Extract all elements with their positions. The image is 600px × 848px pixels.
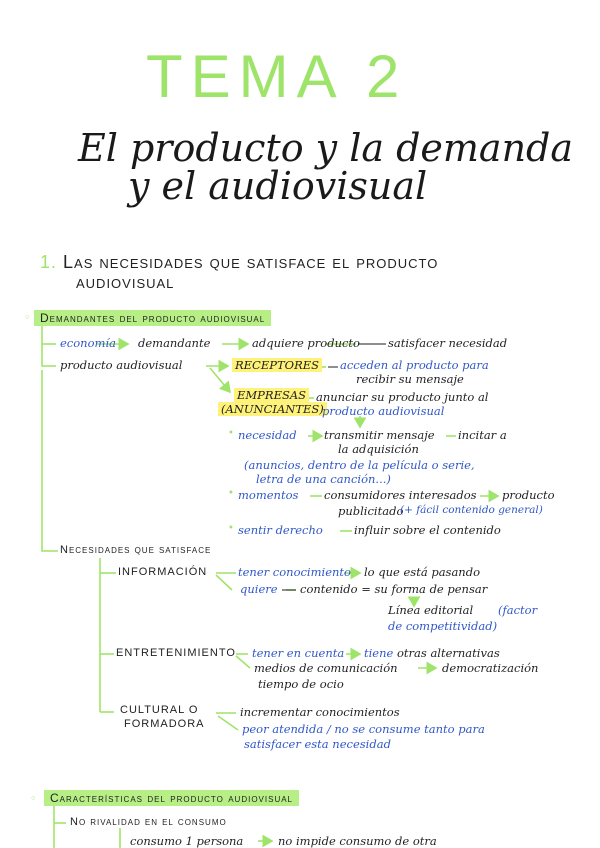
empresas-desc-line2: producto audiovisual (322, 404, 445, 418)
adquiere-label: adquiere producto (252, 336, 360, 350)
anunciantes-label: (ANUNCIANTES) (218, 402, 327, 416)
ejemplos-line1: (anuncios, dentro de la película o serie, (244, 458, 475, 472)
caracteristicas-heading: Características del producto audiovisual (44, 790, 299, 806)
adquisicion-label: la adquisición (338, 442, 419, 456)
formadora-label: FORMADORA (124, 718, 205, 730)
competitividad-label: de competitividad) (388, 619, 498, 633)
linea-editorial-label: Línea editorial (388, 603, 474, 617)
section-title-line2: audiovisual (76, 272, 175, 292)
bullet-dot: • (228, 428, 234, 439)
topic-title: TEMA 2 (146, 43, 408, 110)
no-impide-label: no impide consumo de otra (278, 834, 437, 848)
contenido-label: contenido = su forma de pensar (300, 582, 488, 596)
informacion-label: INFORMACIÓN (118, 566, 208, 578)
publicitado-label: publicitado (338, 504, 404, 518)
receptores-label: RECEPTORES (232, 358, 322, 372)
incitar-label: incitar a (458, 428, 507, 442)
lo-que-esta-pasando-label: lo que está pasando (364, 565, 480, 579)
necesidad-label: necesidad (238, 428, 297, 442)
alternativas-label: tiene otras alternativas (364, 646, 500, 660)
empresas-label: EMPRESAS (234, 388, 309, 402)
receptores-desc-line1: acceden al producto para (340, 358, 489, 372)
tiempo-ocio-label: tiempo de ocio (258, 677, 344, 691)
consumidores-label: consumidores interesados (324, 488, 477, 502)
receptores-desc-line2: recibir su mensaje (356, 372, 464, 386)
medios-label: medios de comunicación (254, 661, 398, 675)
producto-audiovisual-label: producto audiovisual (60, 358, 183, 372)
influir-label: influir sobre el contenido (354, 523, 501, 537)
ejemplos-line2: letra de una canción...) (256, 472, 391, 486)
peor-atendida-label: peor atendida / no se consume tanto para (242, 722, 485, 736)
consumo-persona-label: consumo 1 persona (130, 834, 244, 848)
page-title-line2: y el audiovisual (128, 164, 428, 208)
tener-en-cuenta-label: tener en cuenta (252, 646, 345, 660)
empresas-desc-line1: anunciar su producto junto al (316, 390, 489, 404)
demandante-label: demandante (138, 336, 211, 350)
section-title-line1: Las necesidades que satisface el producto (63, 252, 439, 272)
demandantes-heading: Demandantes del producto audiovisual (34, 310, 271, 326)
bullet-dot: • (228, 488, 234, 499)
economia-label: economía (60, 336, 116, 350)
necesidades-heading: Necesidades que satisface (60, 544, 212, 556)
satisfacer-necesidad-label: satisfacer esta necesidad (244, 737, 391, 751)
no-rivalidad-label: No rivalidad en el consumo (70, 816, 227, 828)
sentir-derecho-label: sentir derecho (238, 523, 323, 537)
quiere-label: quiere (240, 582, 278, 596)
section-number: 1. (40, 252, 58, 272)
page-title-line1: El producto y la demanda (78, 126, 574, 170)
cultural-label: CULTURAL O (120, 704, 199, 716)
tener-conocimiento-label: tener conocimiento (238, 565, 351, 579)
democratizacion-label: democratización (442, 661, 539, 675)
satisfacer-label: satisfacer necesidad (388, 336, 508, 350)
bullet-dot: ◦ (24, 311, 31, 324)
facil-contenido-label: (+ fácil contenido general) (400, 504, 543, 516)
incrementar-label: incrementar conocimientos (240, 705, 400, 719)
factor-label: (factor (498, 603, 538, 617)
bullet-dot: • (228, 523, 234, 534)
producto-label: producto (502, 488, 555, 502)
section-heading (40, 252, 438, 273)
transmitir-label: transmitir mensaje (324, 428, 435, 442)
momentos-label: momentos (238, 488, 299, 502)
entretenimiento-label: ENTRETENIMIENTO (116, 647, 236, 659)
bullet-dot: ◦ (30, 792, 37, 805)
